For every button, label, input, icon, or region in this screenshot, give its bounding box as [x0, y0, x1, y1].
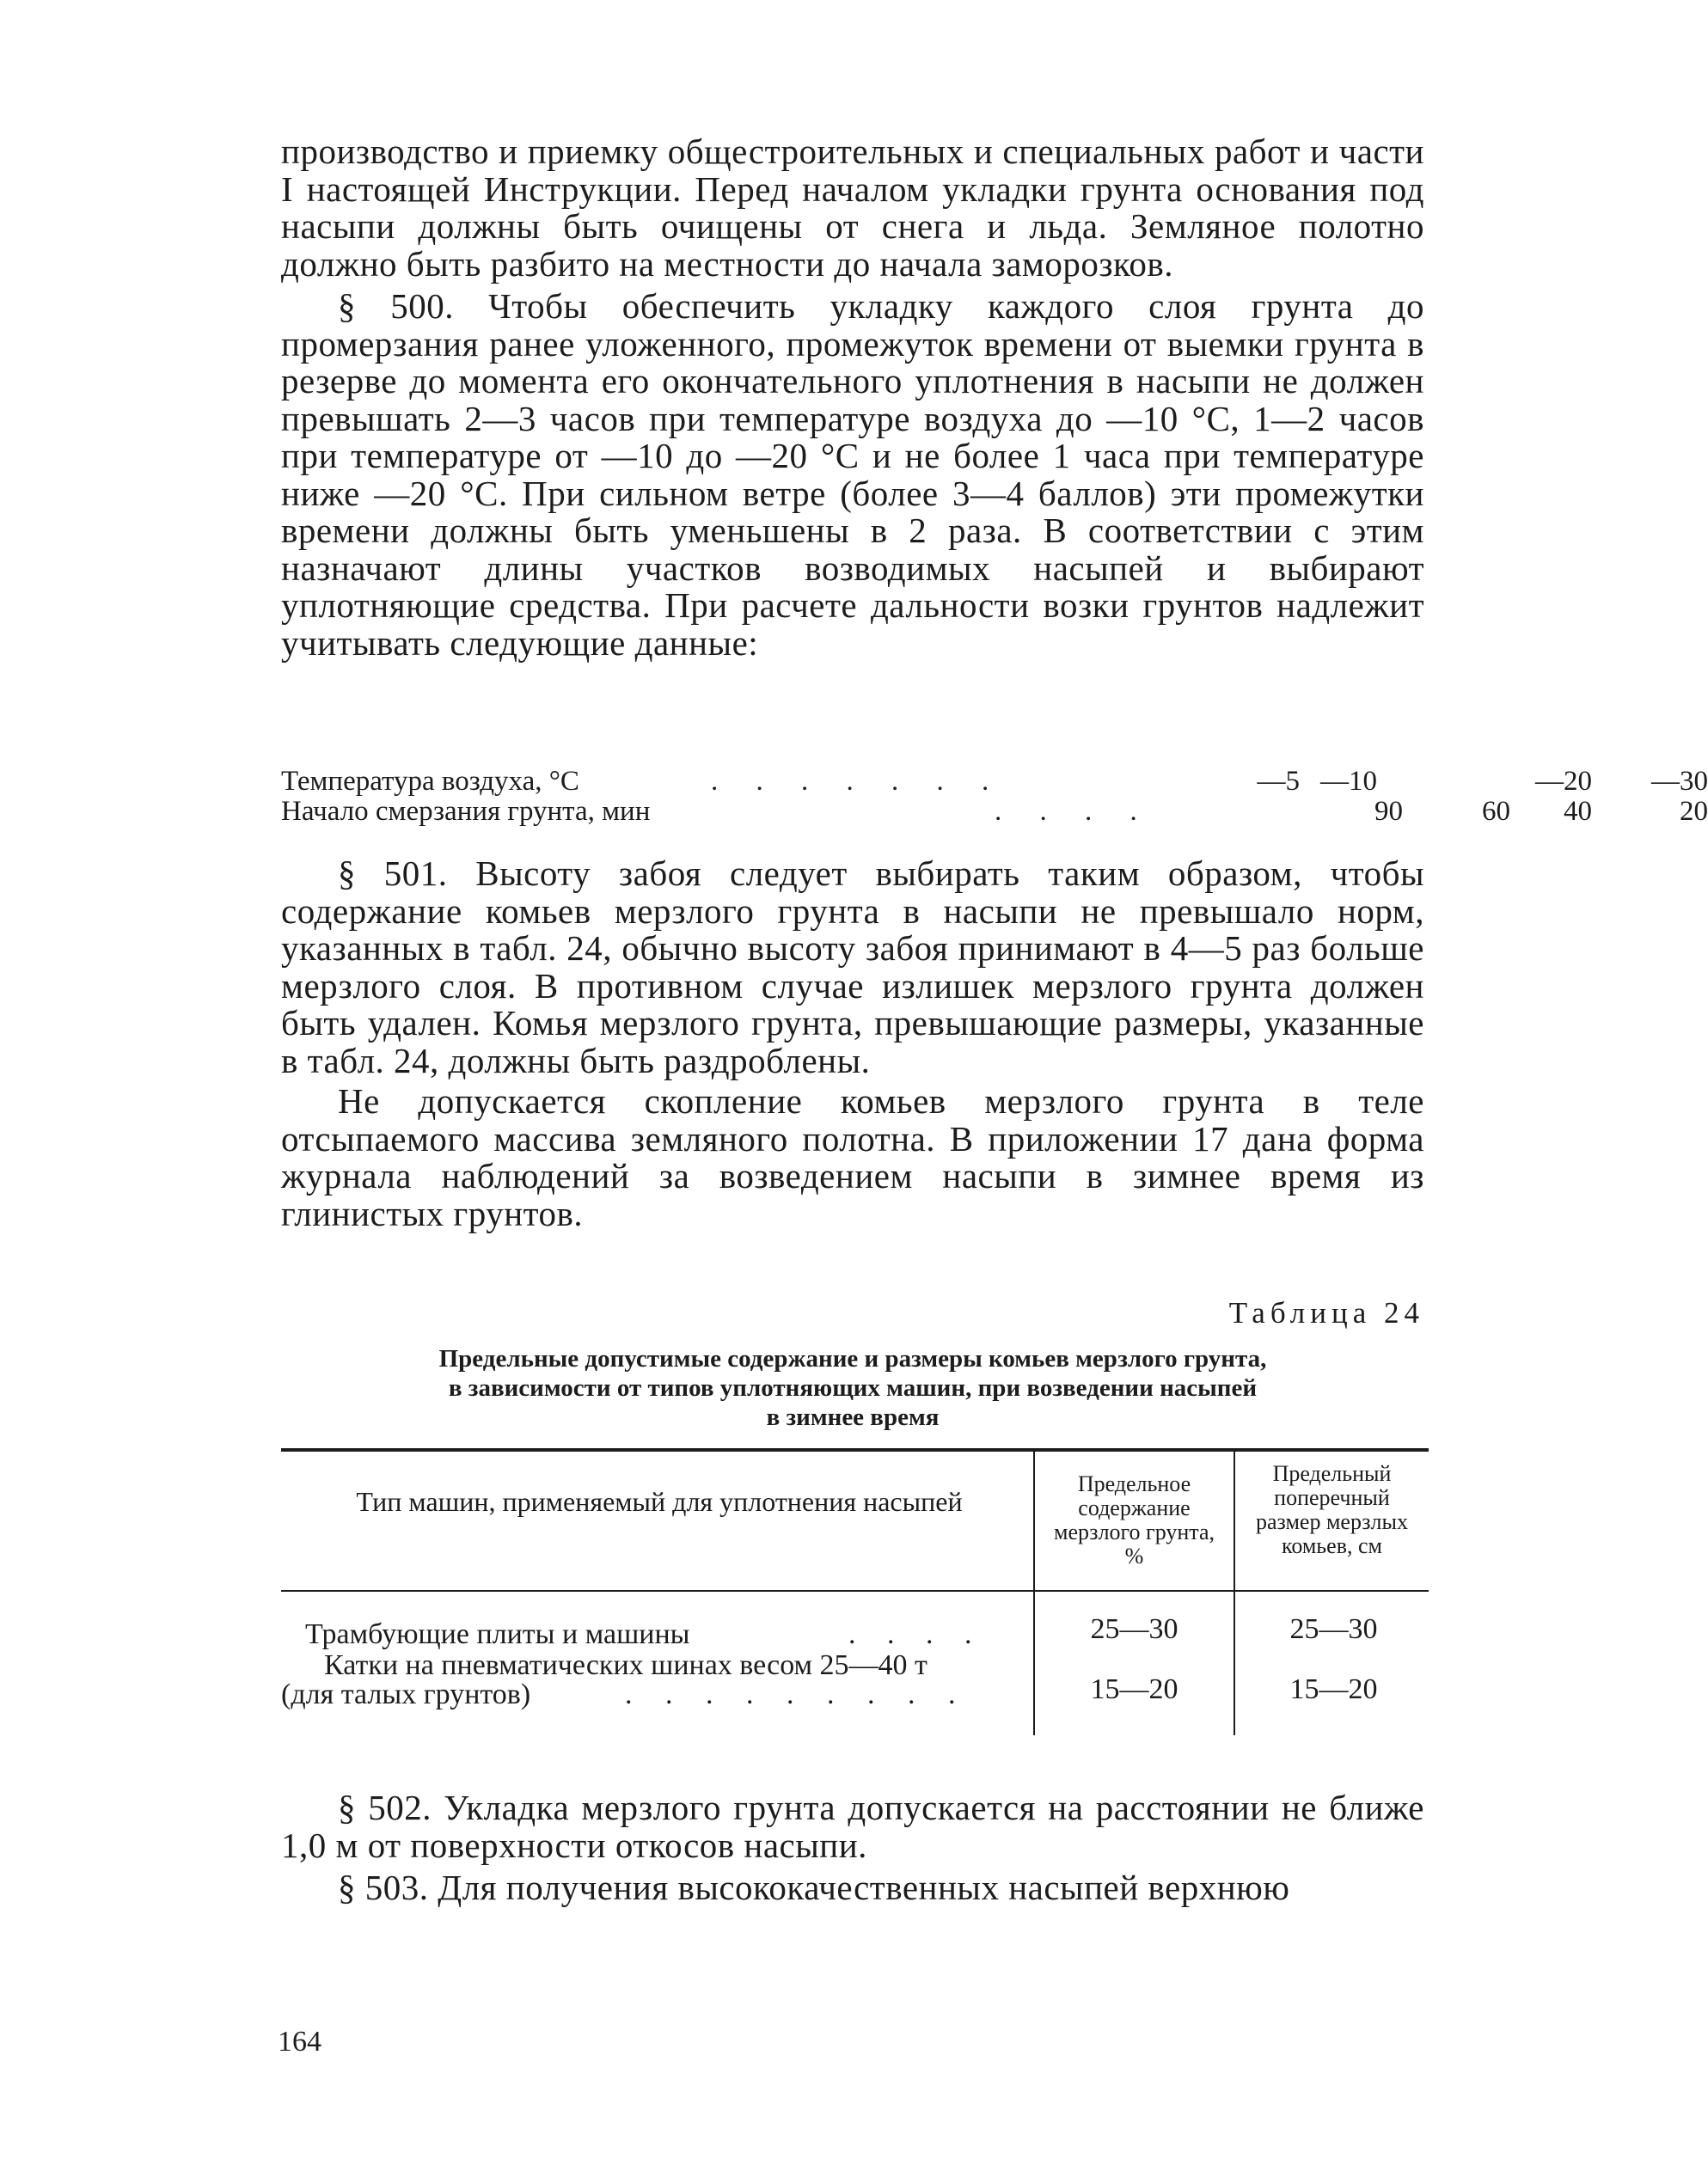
table-caption: Таблица 24	[1228, 1296, 1424, 1330]
table-cell-size: 25—30	[1289, 1613, 1378, 1645]
table-cell-machine: Катки на пневматических шинах весом 25—40 т	[324, 1649, 927, 1681]
table-cell-content: 25—30	[1090, 1613, 1178, 1645]
table-title-line: в зимнее время	[766, 1404, 940, 1431]
paragraph-continuation: производство и приемку общестроительных и специальных работ и части I настоящей Инструкции. Перед началом укладки грунта основания под насыпи должны быть очищены от снега и льда. Земляное полотно должно быть разбито на местности до начала заморозков.	[281, 131, 1424, 284]
body-text-middle	[281, 855, 1424, 1232]
paragraph-500: § 500. Чтобы обеспечить укладку каждого слоя грунта до промерзания ранее уложенного, промежуток времени от выемки грунта в резерве до момента его окончательного уплотнения в насыпи не должен превышать 2—3 часов при температуре воздуха до —10 °С, 1—2 часов при температуре от —10 до —20 °С и не более 1 часа при температуре ниже —20 °С. При сильном ветре (более 3—4 баллов) эти промежутки времени должны быть уменьшены в 2 раза. В соответствии с этим назначают длины участков возводимых насыпей и выбирают уплотняющие средства. При расчете дальности возки грунтов надлежит учитывать следующие данные:	[281, 286, 1424, 663]
table-column-divider	[1033, 1452, 1035, 1735]
paragraph-501-continued: Не допускается скопление комьев мерзлого грунта в теле отсыпаемого массива земляного полотна. В приложении 17 дана форма журнала наблюдений за возведением насыпи в зимнее время из глинистых грунтов.	[281, 1081, 1424, 1233]
body-text-bottom	[281, 1789, 1424, 1907]
table-header-machine-type: Тип машин, применяемый для уплотнения насыпей	[356, 1486, 963, 1517]
paragraph-502: § 502. Укладка мерзлого грунта допускается на расстоянии не ближе 1,0 м от поверхности откосов насыпи.	[281, 1788, 1424, 1865]
table-top-rule	[281, 1448, 1429, 1452]
paragraph-501: § 501. Высоту забоя следует выбирать таким образом, чтобы содержание комьев мерзлого грунта в насыпи не превышало норм, указанных в табл. 24, обычно высоту забоя принимают в 4—5 раз больше мерзлого слоя. В противном случае излишек мерзлого грунта должен быть удален. Комья мерзлого грунта, превышающие размеры, указанные в табл. 24, должны быть раздроблены.	[281, 853, 1424, 1080]
paragraph-503: § 503. Для получения высококачественных насыпей верхнюю	[338, 1868, 1290, 1907]
table-header-size: Предельный поперечный размер мерзлых комьев, см	[1256, 1461, 1408, 1558]
table-cell-content: 15—20	[1090, 1673, 1178, 1705]
table-column-divider	[1234, 1452, 1235, 1735]
leader-dots: . . . . . . . . .	[625, 1679, 969, 1710]
table-cell-machine: (для талых грунтов)	[281, 1679, 531, 1710]
leader-dots: . . . .	[995, 796, 1153, 827]
leader-dots: . . . .	[848, 1618, 984, 1650]
table-cell-size: 15—20	[1289, 1673, 1378, 1705]
table-24	[281, 1448, 1429, 1740]
freeze-value: —5	[1257, 766, 1300, 797]
freeze-value: 90	[1374, 796, 1403, 827]
freeze-value: 60	[1482, 796, 1510, 827]
freeze-value: —30	[1651, 766, 1708, 797]
table-title-line: Предельные допустимые содержание и размеры комьев мерзлого грунта,	[438, 1345, 1267, 1373]
table-header-content: Предельное содержание мерзлого грунта, %	[1053, 1471, 1215, 1569]
freeze-row-temperature-label: Температура воздуха, °С	[281, 766, 579, 797]
freeze-row-temperature	[281, 766, 1708, 797]
freeze-row-start	[281, 796, 1708, 827]
body-text-top	[281, 133, 1424, 662]
freeze-value: —10	[1320, 766, 1377, 797]
freeze-value: —20	[1535, 766, 1592, 797]
table-cell-machine: Трамбующие плиты и машины	[305, 1618, 690, 1650]
page-number: 164	[278, 2026, 321, 2058]
freeze-row-start-label: Начало смерзания грунта, мин	[281, 796, 651, 827]
table-header-rule	[281, 1590, 1429, 1592]
table-title-line: в зависимости от типов уплотняющих машин, при возведении насыпей	[448, 1374, 1258, 1402]
freeze-data-table	[281, 766, 1708, 827]
freeze-value: 20	[1680, 796, 1708, 827]
table-title	[281, 1344, 1424, 1432]
leader-dots: . . . . . . .	[711, 766, 1005, 797]
freeze-value: 40	[1564, 796, 1592, 827]
